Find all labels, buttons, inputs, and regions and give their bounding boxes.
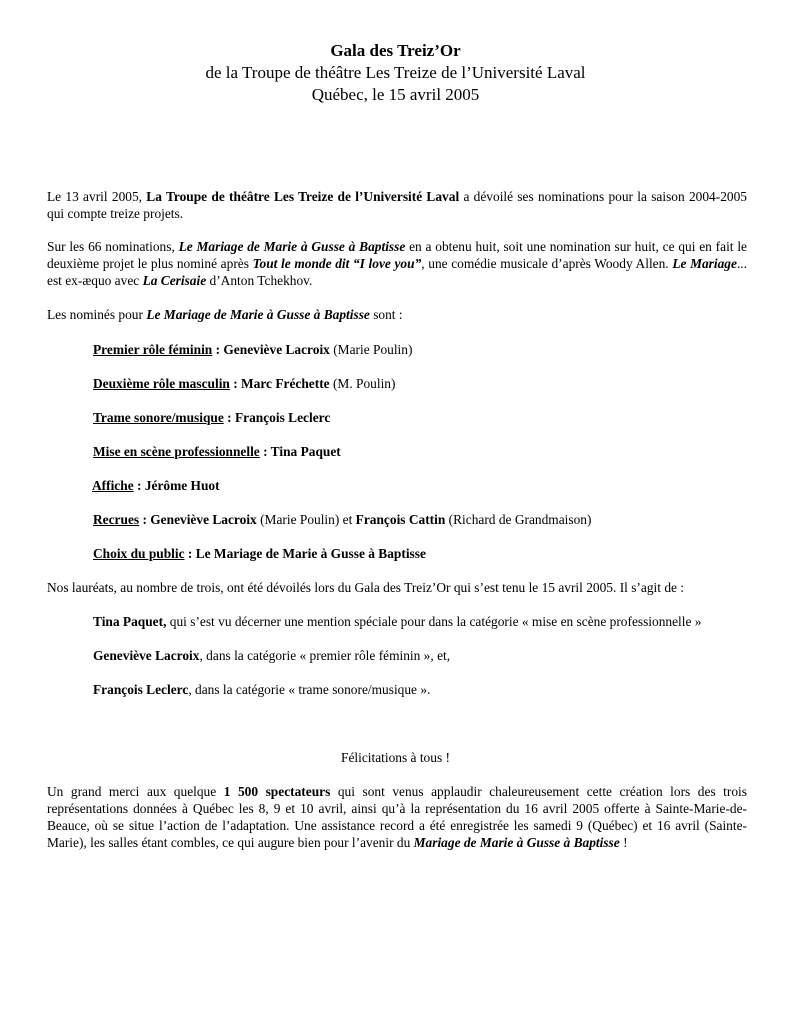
nominee-name: Le Mariage de Marie à Gusse à Baptisse	[195, 546, 426, 561]
laureate-item: François Leclerc, dans la catégorie « trame sonore/musique ».	[93, 682, 431, 697]
congratulations-line: Félicitations à tous !	[341, 750, 450, 765]
nomination-category: Trame sonore/musique	[93, 410, 224, 425]
play-title: Le Mariage de Marie à Gusse à Baptisse	[146, 307, 370, 322]
nomination-item: Choix du public : Le Mariage de Marie à Gusse à Baptisse	[93, 546, 426, 561]
laureate-item: Geneviève Lacroix, dans la catégorie « premier rôle féminin », et,	[93, 648, 451, 663]
nomination-category: Deuxième rôle masculin	[93, 376, 230, 391]
nomination-category: Mise en scène professionnelle	[93, 444, 260, 459]
nominee-name: Geneviève Lacroix	[223, 342, 330, 357]
laureate-name: Tina Paquet,	[93, 614, 167, 629]
intro-paragraph: Le 13 avril 2005, La Troupe de théâtre Les Treize de l’Université Laval a dévoilé ses nominations pour la saison 2004-2005 qui compte treize projets.	[47, 189, 747, 221]
closing-paragraph: Un grand merci aux quelque 1 500 spectateurs qui sont venus applaudir chaleureusement cette création lors des trois représentations données à Québec les 8, 9 et 10 avril, ainsi qu’à la représentation du 16 avril 2005 offerte à Sainte-Marie-de-Beauce, où se situe l’action de l’adaptation. Une assistance record a été enregistrée les samedi 9 (Québec) et 16 avril (Sainte-Marie), les salles étant combles, ce qui augure bien pour l’avenir du Mariage de Marie à Gusse à Baptisse !	[47, 784, 747, 850]
nominee-name: Tina Paquet	[270, 444, 341, 459]
nomination-item: Premier rôle féminin : Geneviève Lacroix (Marie Poulin)	[93, 342, 413, 357]
play-title: Mariage de Marie à Gusse à Baptisse	[413, 835, 620, 850]
nominees-intro: Les nominés pour Le Mariage de Marie à Gusse à Baptisse sont :	[47, 307, 403, 322]
document-header	[0, 40, 791, 106]
document-place-date: Québec, le 15 avril 2005	[311, 85, 480, 104]
nomination-item: Trame sonore/musique : François Leclerc	[93, 410, 331, 425]
cerisaie-title: La Cerisaie	[142, 273, 207, 288]
spectator-count: 1 500 spectateurs	[223, 784, 331, 799]
laureate-name: François Leclerc	[93, 682, 189, 697]
document-subtitle: de la Troupe de théâtre Les Treize de l’Université Laval	[205, 63, 586, 82]
laureate-name: Geneviève Lacroix	[93, 648, 200, 663]
nomination-item: Mise en scène professionnelle : Tina Paquet	[93, 444, 341, 459]
stats-paragraph: Sur les 66 nominations, Le Mariage de Marie à Gusse à Baptisse en a obtenu huit, soit une nomination sur huit, ce qui en fait le deuxième projet le plus nominé après Tout le monde dit “I love you”, une comédie musicale d’après Woody Allen. Le Mariage... est ex-æquo avec La Cerisaie d’Anton Tchekhov.	[47, 239, 747, 288]
nominee-name: François Cattin	[355, 512, 446, 527]
nomination-item: Recrues : Geneviève Lacroix (Marie Poulin) et François Cattin (Richard de Grandmaison)	[93, 512, 592, 527]
play-short-title: Le Mariage	[672, 256, 737, 271]
nominee-name: Geneviève Lacroix	[150, 512, 257, 527]
laureates-intro: Nos lauréats, au nombre de trois, ont été dévoilés lors du Gala des Treiz’Or qui s’est tenu le 15 avril 2005. Il s’agit de :	[47, 580, 685, 595]
nomination-category: Premier rôle féminin	[93, 342, 213, 357]
laureate-item: Tina Paquet, qui s’est vu décerner une mention spéciale pour dans la catégorie « mise en scène professionnelle »	[93, 614, 702, 629]
troupe-name: La Troupe de théâtre Les Treize de l’Université Laval	[146, 189, 460, 204]
nominee-name: Marc Fréchette	[241, 376, 330, 391]
nominee-name: Jérôme Huot	[144, 478, 220, 493]
nomination-category: Affiche	[92, 478, 134, 493]
nomination-item: Affiche : Jérôme Huot	[92, 478, 220, 493]
other-play-title: Tout le monde dit “I love you”	[252, 256, 422, 271]
play-title: Le Mariage de Marie à Gusse à Baptisse	[178, 239, 406, 254]
nomination-item: Deuxième rôle masculin : Marc Fréchette (M. Poulin)	[93, 376, 396, 391]
nominee-name: François Leclerc	[234, 410, 331, 425]
nomination-category: Recrues	[93, 512, 140, 527]
document-title: Gala des Treiz’Or	[330, 41, 461, 60]
nomination-category: Choix du public	[93, 546, 185, 561]
